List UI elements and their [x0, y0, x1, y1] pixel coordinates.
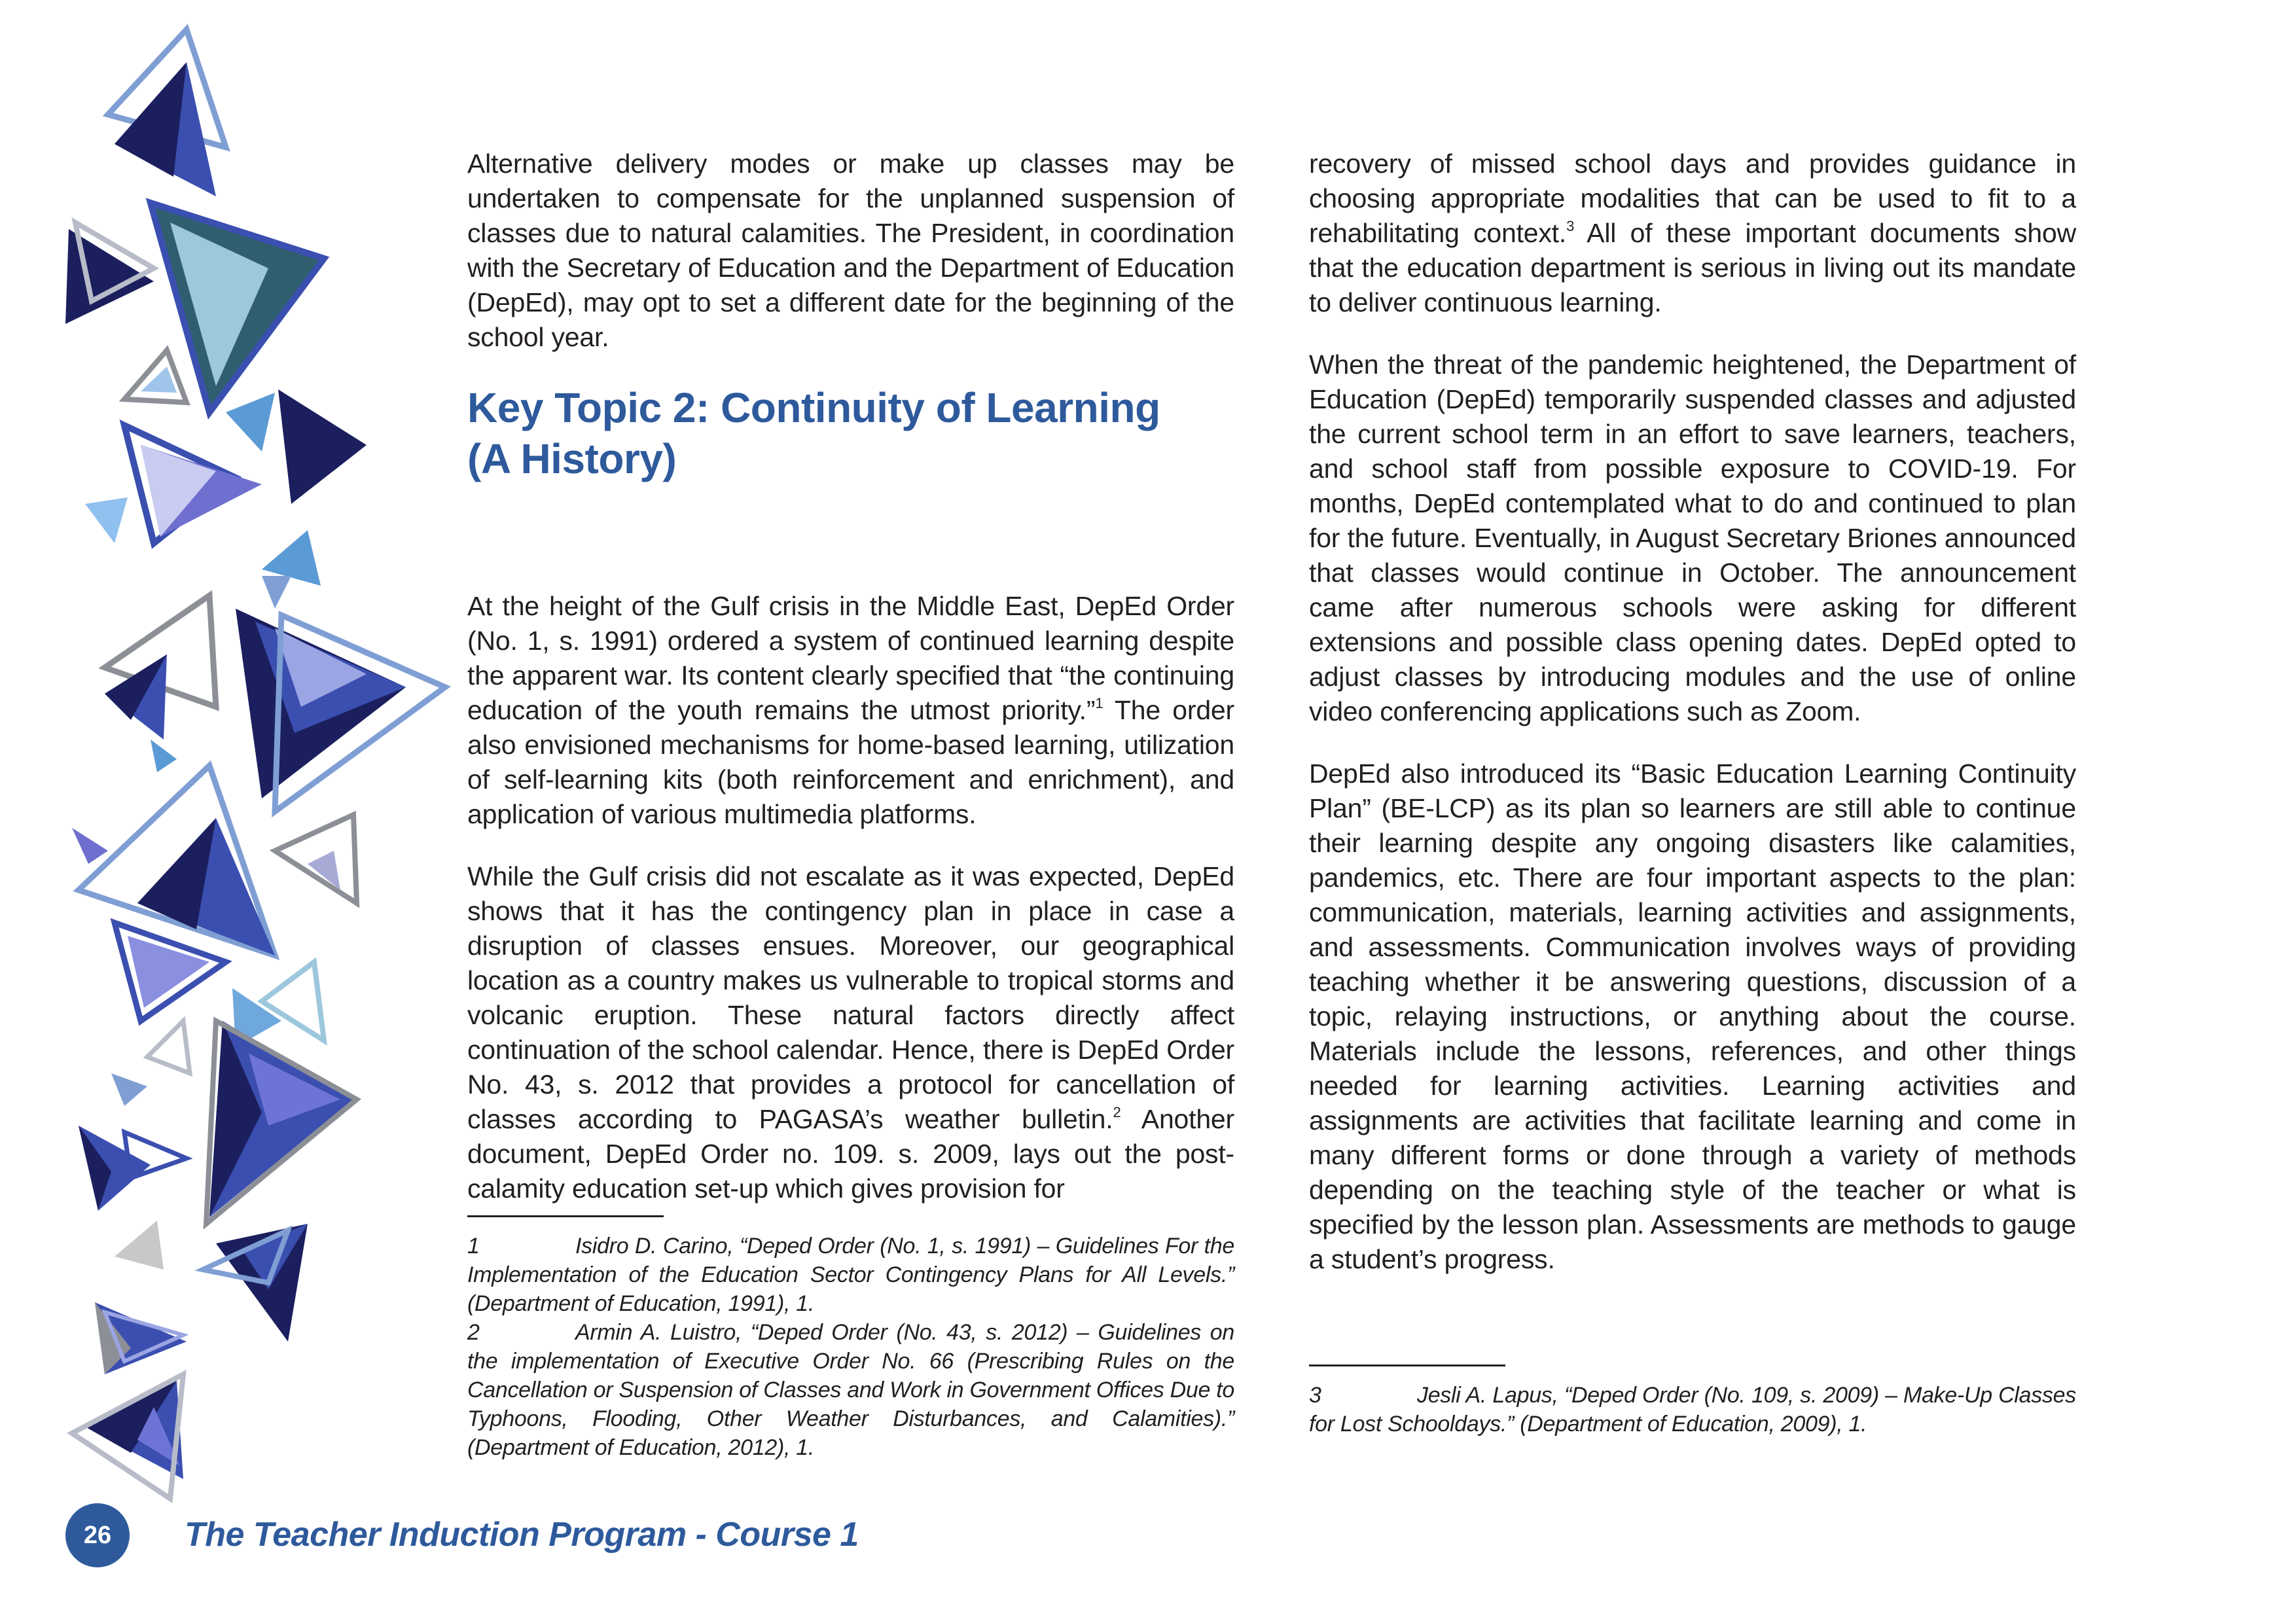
paragraph-text: Another document, DepEd Order no. 109. s. 2009, lays out the post-calamity education set-up which gives provision for: [467, 1104, 1234, 1204]
footnotes: [467, 1215, 1234, 1462]
footnote-number: 1: [467, 1234, 480, 1258]
triangle-outline: [275, 815, 357, 903]
footnote-divider: [1309, 1364, 1505, 1366]
footnote: [1309, 1381, 2076, 1438]
paragraph-text: While the Gulf crisis did not escalate as it was expected, DepEd shows that it has the contingency plan in place in case a disruption of classes ensues. Moreover, our geographical location as a country makes us vulnerable to tropical storms and volcanic eruption. These natural factors directly affect continuation of the school calendar. Hence, there is DepEd Order No. 43, s. 2012 that provides a protocol for cancellation of classes according to PAGASA’s weather bulletin.: [467, 861, 1234, 1134]
footnote-number: 3: [1309, 1383, 1321, 1408]
footnote-divider: [467, 1215, 664, 1217]
footnote-text: Jesli A. Lapus, “Deped Order (No. 109, s. 2009) – Make-Up Classes for Lost Schooldays.” (Department of Education, 2009), 1.: [1309, 1383, 2076, 1436]
triangle: [262, 576, 291, 609]
triangle: [278, 389, 367, 504]
paragraph: [467, 859, 1234, 1206]
footnote-text: Isidro D. Carino, “Deped Order (No. 1, s. 1991) – Guidelines For the Implementation of the Education Sector Contingency Plans for All Levels.” (Department of Education, 1991), 1.: [467, 1234, 1234, 1316]
paragraph-text: recovery of missed school days and provides guidance in choosing appropriate modalities that can be used to fit to a rehabilitating context.: [1309, 149, 2076, 248]
heading-line: (A History): [467, 435, 677, 482]
paragraph: [467, 589, 1234, 832]
footnote: [467, 1232, 1234, 1318]
paragraph: When the threat of the pandemic heightened, the Department of Education (DepEd) temporarily suspended classes and adjusted the current school term in an effort to save learners, teachers, and school staff from possible exposure to COVID-19. For months, DepEd contemplated what to do and continued to plan for the future. Eventually, in August Secretary Briones announced that classes would continue in October. The announcement came after numerous schools were asking for different extensions and possible class opening dates. DepEd opted to adjust classes by introducing modules and the use of online video conferencing applications such as Zoom.: [1309, 349, 2076, 726]
triangle: [151, 740, 177, 772]
footnote-text: Armin A. Luistro, “Deped Order (No. 43, s. 2012) – Guidelines on the implementation of Executive Order No. 66 (Prescribing Rules on the Cancellation or Suspension of Classes and Work in Government Offices Due to Typhoons, Flooding, Other Weather Disturbances, and Calamities).” (Department of Education, 2012), 1.: [467, 1320, 1234, 1460]
triangle-outline: [262, 962, 324, 1041]
triangle: [72, 828, 108, 864]
footnote-number: 2: [467, 1320, 480, 1345]
section-heading: [467, 382, 1234, 484]
triangle: [128, 936, 209, 1008]
paragraph: Alternative delivery modes or make up classes may be undertaken to compensate for the unplanned suspension of classes due to natural calamities. The President, in coordination with the Secretary of Education and the Department of Education (DepEd), may opt to set a different date for the beginning of the school year.: [467, 149, 1234, 352]
footer-title: The Teacher Induction Program - Course 1: [185, 1516, 859, 1554]
triangle-outline: [124, 350, 187, 402]
triangle: [111, 1073, 147, 1106]
heading-line: Key Topic 2: Continuity of Learning: [467, 384, 1160, 431]
page-number-badge: 26: [65, 1503, 130, 1567]
footnote-ref: 1: [1095, 695, 1103, 711]
paragraph: [1309, 147, 2076, 320]
triangle: [85, 497, 128, 543]
triangle: [226, 393, 275, 452]
paragraph-text: The order also envisioned mechanisms for home-based learning, utilization of self-learning kits (both reinforcement and enrichment), and application of various multimedia platforms.: [467, 695, 1234, 829]
left-column: [467, 147, 1234, 1462]
footnotes: [1309, 1364, 2076, 1438]
paragraph-text: At the height of the Gulf crisis in the Middle East, DepEd Order (No. 1, s. 1991) ordered a system of continued learning despite the apparent war. Its content clearly specified that “the continuing education of the youth remains the utmost priority.”: [467, 591, 1234, 725]
triangle-outline: [147, 1021, 190, 1073]
paragraph-text: All of these important documents show that the education department is serious in living out its mandate to deliver continuous learning.: [1309, 218, 2077, 317]
footnote-ref: 3: [1566, 218, 1575, 234]
footnote: [467, 1318, 1234, 1462]
triangle: [115, 1221, 164, 1270]
footnote-ref: 2: [1113, 1104, 1121, 1120]
decorative-triangles: [0, 0, 471, 1623]
paragraph: DepEd also introduced its “Basic Education Learning Continuity Plan” (BE-LCP) as its plan so learners are still able to continue their learning despite any ongoing disasters like calamities, pandemics, etc. There are four important aspects to the plan: communication, materials, learning activities and assignments, and assessments. Communication involves ways of providing teaching whether it be answering questions, discussion of a topic, relaying instructions, or anything about the course. Materials include the lessons, references, and other things needed for learning activities. Learning activities and assignments are activities that facilitate learning and come in many different forms or done through a variety of methods depending on the teaching style of the teacher or what is specified by the lesson plan. Assessments are methods to gauge a student’s progress.: [1309, 758, 2076, 1274]
right-column: [1309, 147, 2076, 1438]
